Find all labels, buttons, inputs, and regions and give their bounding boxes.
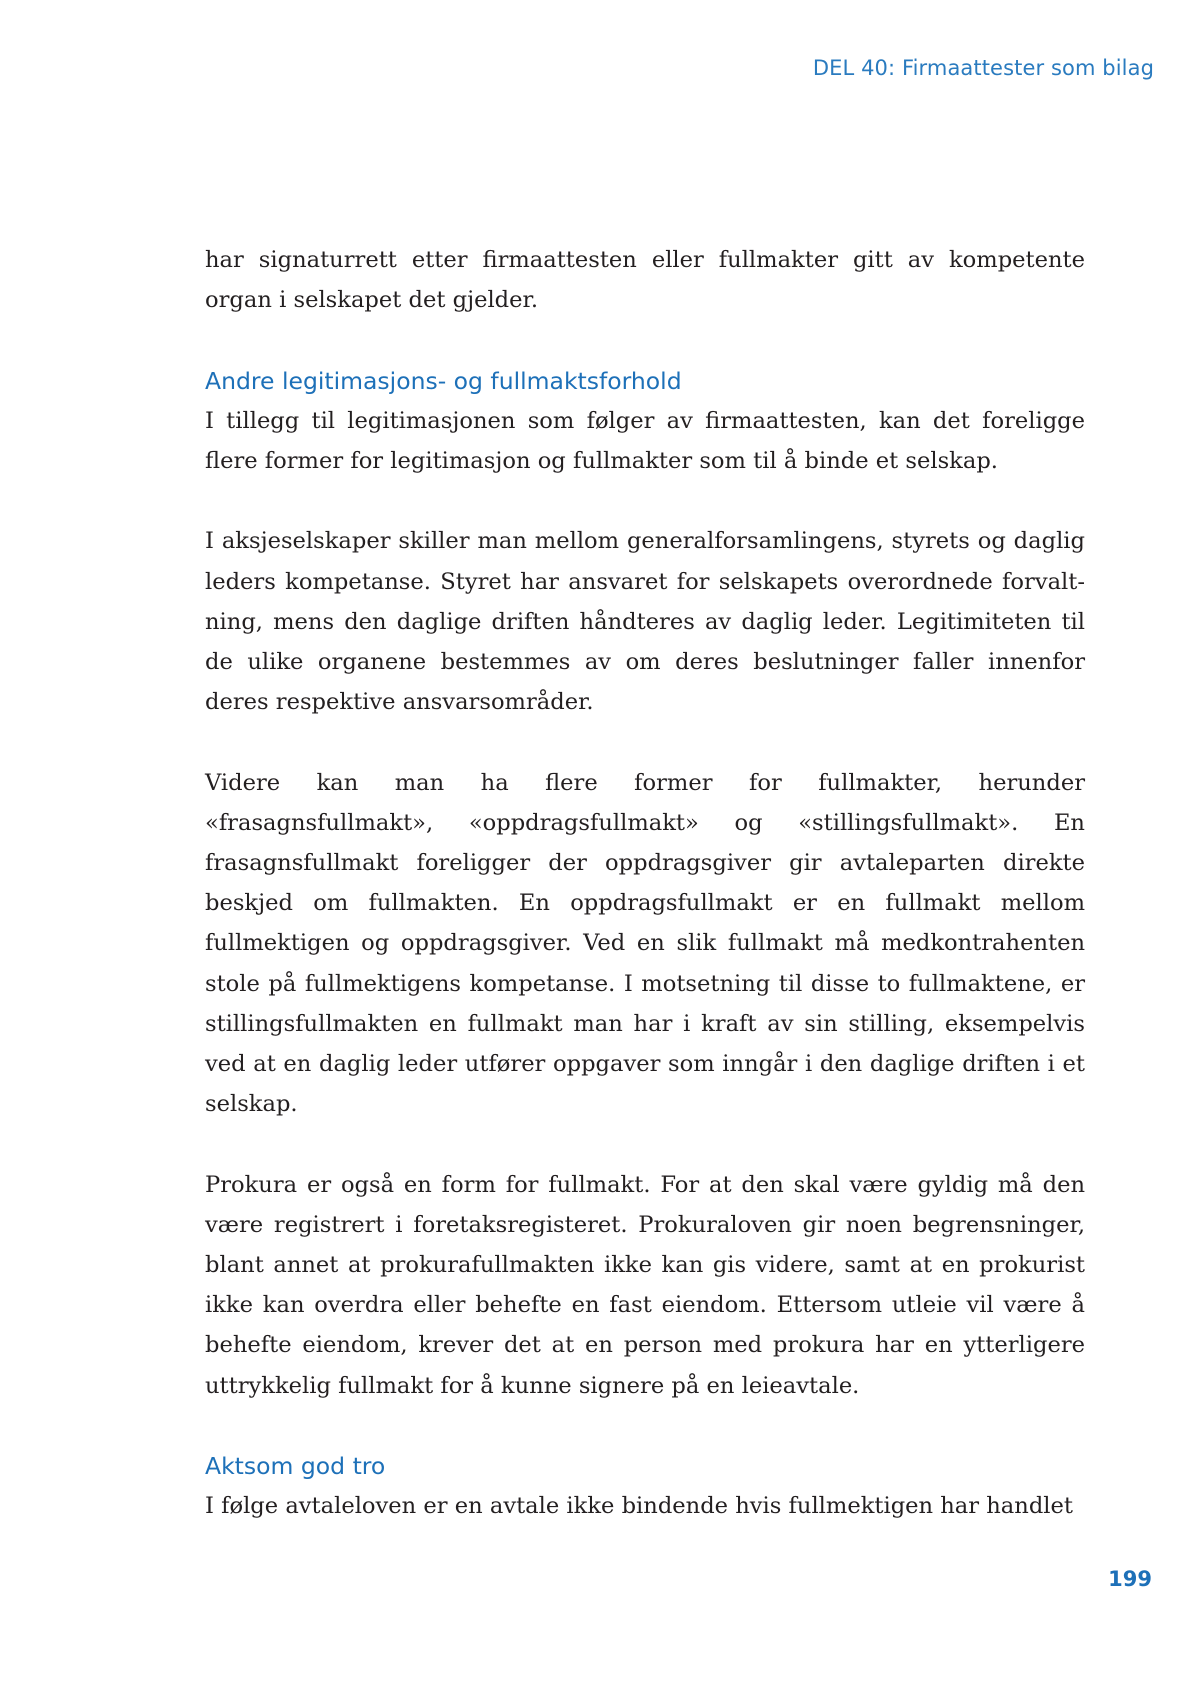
paragraph: Prokura er også en form for fullmakt. For at den skal være gyldig må den være registrert i foretaksregisteret. Prokuraloven gir noen begrensninger, blant annet at prokurafullmakten ikke kan gis videre, samt at en prokurist ikke kan overdra eller behefte en fast eiendom. Ettersom utleie vil være å behefte eiendom, krever det at en person med prokura har en ytterligere uttrykkelig fullmakt for å kunne signere på en leieavtale. — [205, 1171, 1085, 1399]
running-header: DEL 40: Firmaattester som bilag — [812, 56, 1154, 80]
section-heading: Aktsom god tro — [205, 1452, 386, 1481]
paragraph: har signaturrett etter firmaattesten eller fullmakter gitt av kompetente organ i selskapet det gjelder. — [205, 247, 1085, 314]
paragraph: I følge avtaleloven er en avtale ikke bindende hvis fullmektigen har handlet — [205, 1493, 1073, 1520]
section-heading: Andre legitimasjons- og fullmaktsforhold — [205, 366, 682, 395]
paragraph: I aksjeselskaper skiller man mellom generalforsamlingens, styrets og daglig leders kompetanse. Styret har ansvaret for selskapets overordnede forvaltning, mens den daglige driften håndteres av daglig leder. Legitimiteten til de ulike organene bestemmes av om deres beslutninger faller innenfor deres respektive ansvarsområder. — [205, 528, 1085, 716]
paragraph: I tillegg til legitimasjonen som følger av firmaattesten, kan det foreligge flere former for legitimasjon og fullmakter som til å binde et selskap. — [205, 407, 1085, 474]
page-number: 199 — [1108, 1567, 1152, 1591]
page-body — [205, 240, 1085, 1526]
paragraph: Videre kan man ha flere former for fullmakter, herunder «frasagnsfullmakt», «oppdragsfullmakt» og «stillingsfullmakt». En frasagnsfullmakt foreligger der oppdragsgiver gir avtaleparten direkte beskjed om fullmakten. En oppdragsfullmakt er en fullmakt mellom fullmektigen og oppdragsgiver. Ved en slik fullmakt må medkontrahenten stole på fullmektigens kompetanse. I motsetning til disse to fullmaktene, er stillingsfullmakten en fullmakt man har i kraft av sin stilling, eksempelvis ved at en daglig leder utfører oppgaver som inngår i den daglige driften i et selskap. — [205, 769, 1085, 1118]
